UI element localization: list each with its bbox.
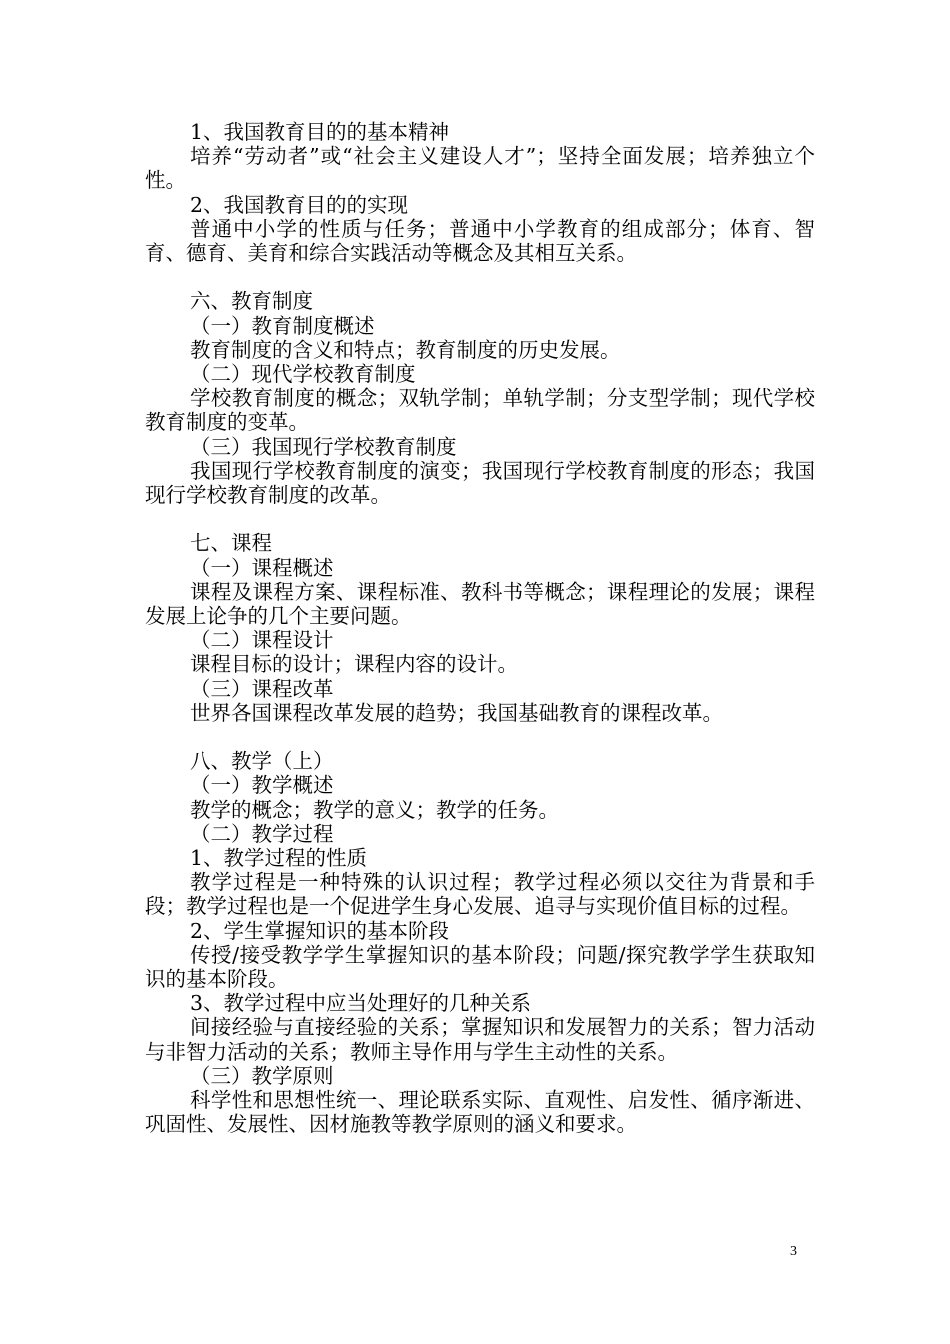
section-spacer — [145, 507, 815, 531]
paragraph: 我国现行学校教育制度的演变；我国现行学校教育制度的形态；我国现行学校教育制度的改革。 — [145, 458, 815, 508]
section-heading: 八、教学（上） — [190, 749, 334, 774]
section-subheading: 3、教学过程中应当处理好的几种关系 — [190, 991, 532, 1016]
section-subheading: （一）课程概述 — [190, 555, 334, 580]
section-subheading: （三）课程改革 — [190, 676, 334, 701]
section-subheading: 2、我国教育目的的实现 — [190, 192, 409, 217]
paragraph: 传授/接受教学学生掌握知识的基本阶段；问题/探究教学学生获取知识的基本阶段。 — [145, 942, 815, 992]
paragraph: 教学的概念；教学的意义；教学的任务。 — [190, 797, 559, 822]
paragraph: 普通中小学的性质与任务；普通中小学教育的组成部分；体育、智育、德育、美育和综合实践活动等概念及其相互关系。 — [145, 216, 815, 266]
paragraph: 课程目标的设计；课程内容的设计。 — [190, 652, 518, 677]
section-subheading: 2、学生掌握知识的基本阶段 — [190, 918, 450, 943]
paragraph: 世界各国课程改革发展的趋势；我国基础教育的课程改革。 — [190, 700, 723, 725]
section-subheading: （二）现代学校教育制度 — [190, 362, 416, 387]
section-heading: 六、教育制度 — [190, 289, 313, 314]
document-body — [145, 120, 815, 1136]
paragraph: 间接经验与直接经验的关系；掌握知识和发展智力的关系；智力活动与非智力活动的关系；教师主导作用与学生主动性的关系。 — [145, 1015, 815, 1064]
section-subheading: 1、我国教育目的的基本精神 — [190, 120, 450, 144]
section-subheading: 1、教学过程的性质 — [190, 846, 368, 871]
section-subheading: （一）教育制度概述 — [190, 313, 375, 338]
paragraph: 学校教育制度的概念；双轨学制；单轨学制；分支型学制；现代学校教育制度的变革。 — [145, 386, 815, 435]
section-subheading: （二）教学过程 — [190, 821, 334, 846]
paragraph: 培养“劳动者”或“社会主义建设人才”；坚持全面发展；培养独立个性。 — [145, 144, 815, 193]
section-heading: 七、课程 — [190, 531, 272, 556]
paragraph: 教学过程是一种特殊的认识过程；教学过程必须以交往为背景和手段；教学过程也是一个促进学生身心发展、追寻与实现价值目标的过程。 — [145, 870, 815, 919]
section-spacer — [145, 265, 815, 289]
section-subheading: （二）课程设计 — [190, 628, 334, 653]
paragraph: 教育制度的含义和特点；教育制度的历史发展。 — [190, 337, 621, 362]
section-subheading: （一）教学概述 — [190, 773, 334, 798]
page-number: 3 — [790, 1244, 797, 1259]
section-subheading: （三）教学原则 — [190, 1063, 334, 1088]
section-spacer — [145, 725, 815, 749]
paragraph: 课程及课程方案、课程标准、教科书等概念；课程理论的发展；课程发展上论争的几个主要问题。 — [145, 579, 815, 629]
paragraph: 科学性和思想性统一、理论联系实际、直观性、启发性、循序渐进、巩固性、发展性、因材施教等教学原则的涵义和要求。 — [145, 1088, 815, 1137]
section-subheading: （三）我国现行学校教育制度 — [190, 434, 457, 459]
